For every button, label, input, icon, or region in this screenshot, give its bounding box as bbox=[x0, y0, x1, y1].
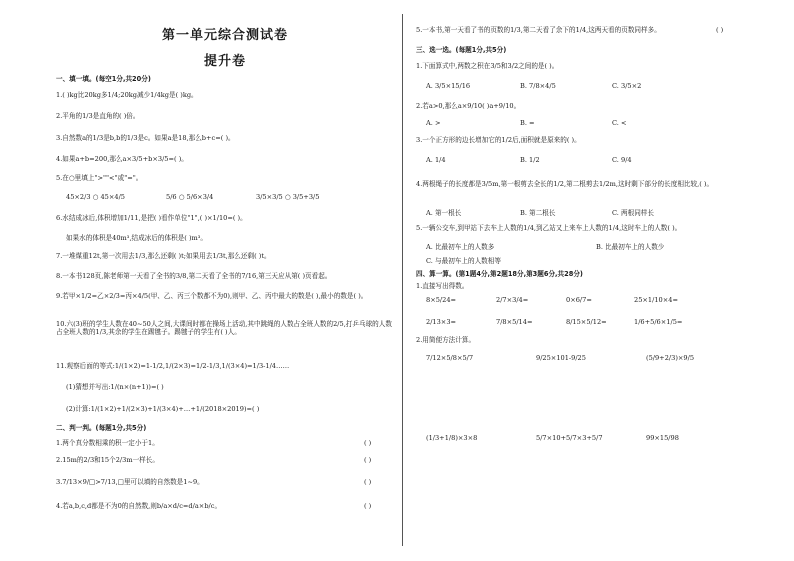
fill-question-6: 6.水结成冰后,体积增加1/11,是把( )看作单位"1",( )×1/10=( )。 bbox=[56, 214, 247, 222]
oral-calc-item: 0×6/7= bbox=[566, 296, 592, 304]
oral-calc-item: 7/8×5/14= bbox=[496, 318, 533, 326]
choice-5-option-a: A. 比最初车上的人数多 bbox=[426, 243, 495, 251]
choice-5-option-b: B. 比最初车上的人数少 bbox=[596, 243, 665, 251]
page-title: 第一单元综合测试卷 bbox=[161, 28, 288, 43]
choice-1-option-b: B. 7/8×4/5 bbox=[520, 82, 556, 90]
judge-answer-2: ( ) bbox=[364, 456, 372, 464]
fill-question-1: 1.( )kg比20kg多1/4;20kg减少1/4kg是( )kg。 bbox=[56, 91, 198, 99]
choice-question-2: 2.若a>0,那么a×9/10( )a+9/10。 bbox=[416, 102, 521, 110]
section-fill-in: 一、填一填。(每空1分,共20分) bbox=[56, 75, 151, 83]
fill-question-8: 8.一本书128页,陈老师第一天看了全书的3/8,第二天看了全书的7/16,第三天应从第( )页看起。 bbox=[56, 272, 332, 280]
oral-calc-item: 2/13×3= bbox=[426, 318, 457, 326]
page-subtitle: 提升卷 bbox=[203, 54, 246, 69]
section-calculate: 四、算一算。(第1题4分,第2题18分,第3题6分,共28分) bbox=[416, 270, 583, 278]
compare-item-1: 45×2/3 ○ 45×4/5 bbox=[66, 193, 125, 201]
judge-answer-1: ( ) bbox=[364, 439, 372, 447]
fill-question-11b: (2)计算:1/(1×2)+1/(2×3)+1/(3×4)+…+1/(2018×2019)=( ) bbox=[66, 405, 260, 413]
compare-item-3: 3/5×3/5 ○ 3/5+3/5 bbox=[256, 193, 320, 201]
choice-1-option-a: A. 3/5×15/16 bbox=[426, 82, 471, 90]
choice-4-option-a: A. 第一根长 bbox=[426, 209, 462, 217]
choice-question-5: 5.一辆公交车,到甲站下去车上人数的1/4,到乙站又上来车上人数的1/4,这时车上的人数( )。 bbox=[416, 224, 682, 232]
fill-question-11: 11.观察后面的等式:1/(1×2)=1-1/2,1/(2×3)=1/2-1/3,1/(3×4)=1/3-1/4…… bbox=[56, 362, 290, 370]
judge-answer-5: ( ) bbox=[716, 26, 724, 34]
choice-4-option-b: B. 第二根长 bbox=[520, 209, 556, 217]
judge-question-4: 4.若a,b,c,d都是不为0的自然数,则b/a×d/c=d/a×b/c。 bbox=[56, 502, 222, 510]
simplify-calc-item: 9/25×101-9/25 bbox=[536, 354, 586, 362]
choice-1-option-c: C. 3/5×2 bbox=[612, 82, 642, 90]
fill-question-11a: (1)猜想并写出:1/(n×(n+1))=( ) bbox=[66, 383, 164, 391]
choice-5-option-c: C. 与最初车上的人数相等 bbox=[426, 257, 501, 265]
judge-question-2: 2.15m的2/3和15个2/3m一样长。 bbox=[56, 456, 159, 464]
choice-2-option-c: C. < bbox=[612, 119, 627, 127]
fill-question-3: 3.自然数a的1/3是b,b的1/3是c。如果a是18,那么b+c=( )。 bbox=[56, 134, 235, 142]
calc-part-1: 1.直接写出得数。 bbox=[416, 282, 469, 290]
choice-3-option-a: A. 1/4 bbox=[426, 156, 446, 164]
simplify-calc-item: 7/12×5/8×5/7 bbox=[426, 354, 474, 362]
calc-part-2: 2.用简便方法计算。 bbox=[416, 336, 476, 344]
simplify-calc-item: (5/9+2/3)×9/5 bbox=[646, 354, 695, 362]
section-choose: 三、选一选。(每题1分,共5分) bbox=[416, 46, 507, 54]
simplify-calc-item: 99×15/98 bbox=[646, 434, 679, 442]
column-divider bbox=[402, 14, 403, 546]
judge-question-3: 3.7/13×9/□>7/13,□里可以填的自然数是1~9。 bbox=[56, 478, 204, 486]
fill-question-6b: 如果水的体积是40m³,结成冰后的体积是( )m³。 bbox=[66, 234, 208, 242]
compare-item-2: 5/6 ○ 5/6×3/4 bbox=[166, 193, 214, 201]
fill-question-7: 7.一堆煤重12t,第一次用去1/3,那么还剩( )t;如果用去1/3t,那么还剩( )t。 bbox=[56, 252, 271, 260]
left-column bbox=[56, 0, 394, 561]
fill-question-4: 4.如果a+b=200,那么a×3/5+b×3/5=( )。 bbox=[56, 155, 188, 163]
oral-calc-item: 25×1/10×4= bbox=[634, 296, 678, 304]
fill-question-5: 5.在○里填上">""<"或"="。 bbox=[56, 174, 143, 182]
right-column bbox=[416, 0, 746, 561]
judge-answer-3: ( ) bbox=[364, 478, 372, 486]
fill-question-9: 9.若甲×1/2=乙×2/3=丙×4/5(甲、乙、丙三个数都不为0),则甲、乙、丙中最大的数是( ),最小的数是( )。 bbox=[56, 292, 368, 300]
choice-3-option-b: B. 1/2 bbox=[520, 156, 540, 164]
oral-calc-item: 8/15×5/12= bbox=[566, 318, 607, 326]
oral-calc-item: 1/6+5/6×1/5= bbox=[634, 318, 683, 326]
choice-question-4: 4.两根绳子的长度都是3/5m,第一根剪去全长的1/2,第二根剪去1/2m,这时剩下部分的长度相比较,( )。 bbox=[416, 180, 714, 188]
choice-2-option-b: B. = bbox=[520, 119, 535, 127]
section-judge: 二、判一判。(每题1分,共5分) bbox=[56, 424, 147, 432]
simplify-calc-item: 5/7×10+5/7×3+5/7 bbox=[536, 434, 603, 442]
judge-question-1: 1.两个真分数相乘的积一定小于1。 bbox=[56, 439, 159, 447]
choice-question-1: 1.下面算式中,两数之积在3/5和3/2之间的是( )。 bbox=[416, 62, 559, 70]
choice-2-option-a: A. > bbox=[426, 119, 441, 127]
fill-question-2: 2.平角的1/3是直角的( )倍。 bbox=[56, 112, 140, 120]
simplify-calc-item: (1/3+1/8)×3×8 bbox=[426, 434, 478, 442]
judge-question-5: 5.一本书,第一天看了书的页数的1/3,第二天看了余下的1/4,这两天看的页数同样多。 bbox=[416, 26, 661, 34]
oral-calc-item: 2/7×3/4= bbox=[496, 296, 529, 304]
choice-3-option-c: C. 9/4 bbox=[612, 156, 632, 164]
choice-4-option-c: C. 两根同样长 bbox=[612, 209, 654, 217]
choice-question-3: 3.一个正方形的边长增加它的1/2后,面积就是原来的( )。 bbox=[416, 136, 581, 144]
fill-question-10: 10.六(3)班的学生人数在40~50人之间,大课间时都在操场上活动,其中跳绳的人数占全班人数的2/5,打乒乓球的人数占全班人数的1/3,其余的学生在踢毽子。踢毽子的学生有( )人。 bbox=[56, 320, 392, 336]
oral-calc-item: 8×5/24= bbox=[426, 296, 457, 304]
judge-answer-4: ( ) bbox=[364, 502, 372, 510]
